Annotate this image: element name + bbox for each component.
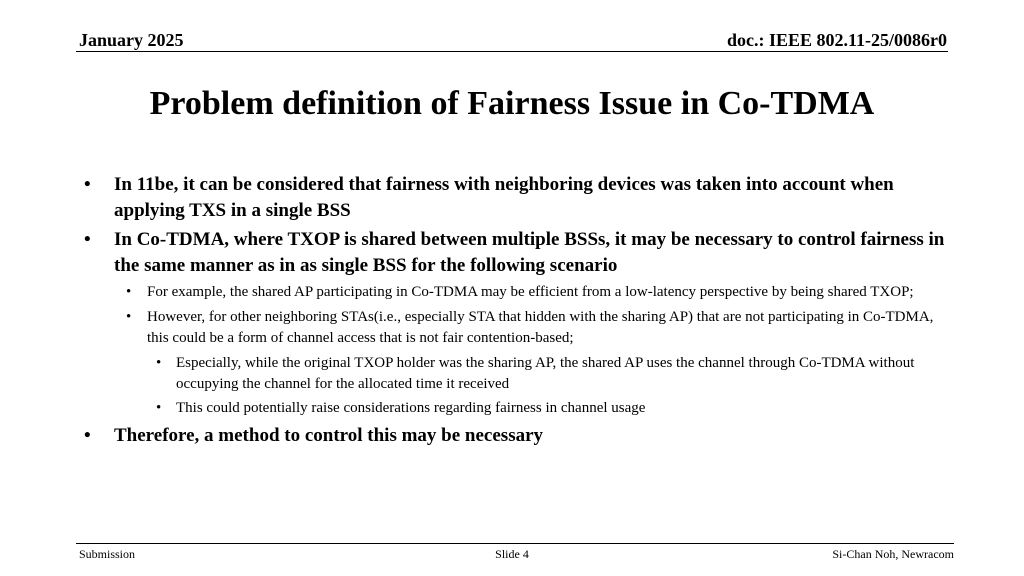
- footer-submission: Submission: [79, 547, 136, 561]
- bullet-dot-icon: •: [126, 284, 132, 300]
- sub-sub-bullet-text: Especially, while the original TXOP holder was the sharing AP, the shared AP uses the channel through Co-TDMA without occupying the channel for the allocated time it received: [176, 355, 915, 392]
- footer-author: Si-Chan Noh, Newracom: [832, 547, 954, 561]
- sub-sub-bullet-text: This could potentially raise considerations regarding fairness in channel usage: [176, 400, 646, 416]
- bullet-item: [84, 227, 954, 279]
- header-divider: [76, 51, 948, 52]
- bullet-text: In 11be, it can be considered that fairness with neighboring devices was taken into account when applying TXS in a single BSS: [114, 174, 894, 221]
- sub-bullet-item: [122, 282, 954, 303]
- header-doc-id: doc.: IEEE 802.11-25/0086r0: [726, 30, 947, 50]
- footer-slide-number: Slide 4: [495, 547, 529, 561]
- slide-title: Problem definition of Fairness Issue in Co-TDMA: [149, 85, 875, 122]
- sub-sub-bullet-item: [154, 353, 954, 395]
- bullet-text: Therefore, a method to control this may be necessary: [114, 425, 544, 446]
- sub-bullet-item: [122, 307, 954, 349]
- header-date: January 2025: [79, 30, 184, 50]
- bullet-text: In Co-TDMA, where TXOP is shared between multiple BSSs, it may be necessary to control fairness in the same manner as in as single BSS for the following scenario: [114, 229, 945, 276]
- bullet-item: [84, 172, 954, 224]
- bullet-dot-icon: •: [156, 355, 162, 371]
- bullet-dot-icon: •: [126, 309, 132, 325]
- sub-bullet-text: For example, the shared AP participating in Co-TDMA may be efficient from a low-latency perspective by being shared TXOP;: [147, 284, 914, 300]
- bullet-item: [84, 423, 954, 449]
- bullet-dot-icon: •: [84, 229, 91, 250]
- bullet-dot-icon: •: [156, 400, 162, 416]
- bullet-dot-icon: •: [84, 425, 91, 446]
- slide-body: [84, 172, 954, 452]
- footer-divider: [76, 543, 954, 544]
- sub-sub-bullet-item: [154, 398, 954, 419]
- sub-bullet-text: However, for other neighboring STAs(i.e., especially STA that hidden with the sharing AP) that are not participating in Co-TDMA, this could be a form of channel access that is not fair contention-based;: [147, 309, 934, 346]
- bullet-dot-icon: •: [84, 174, 91, 195]
